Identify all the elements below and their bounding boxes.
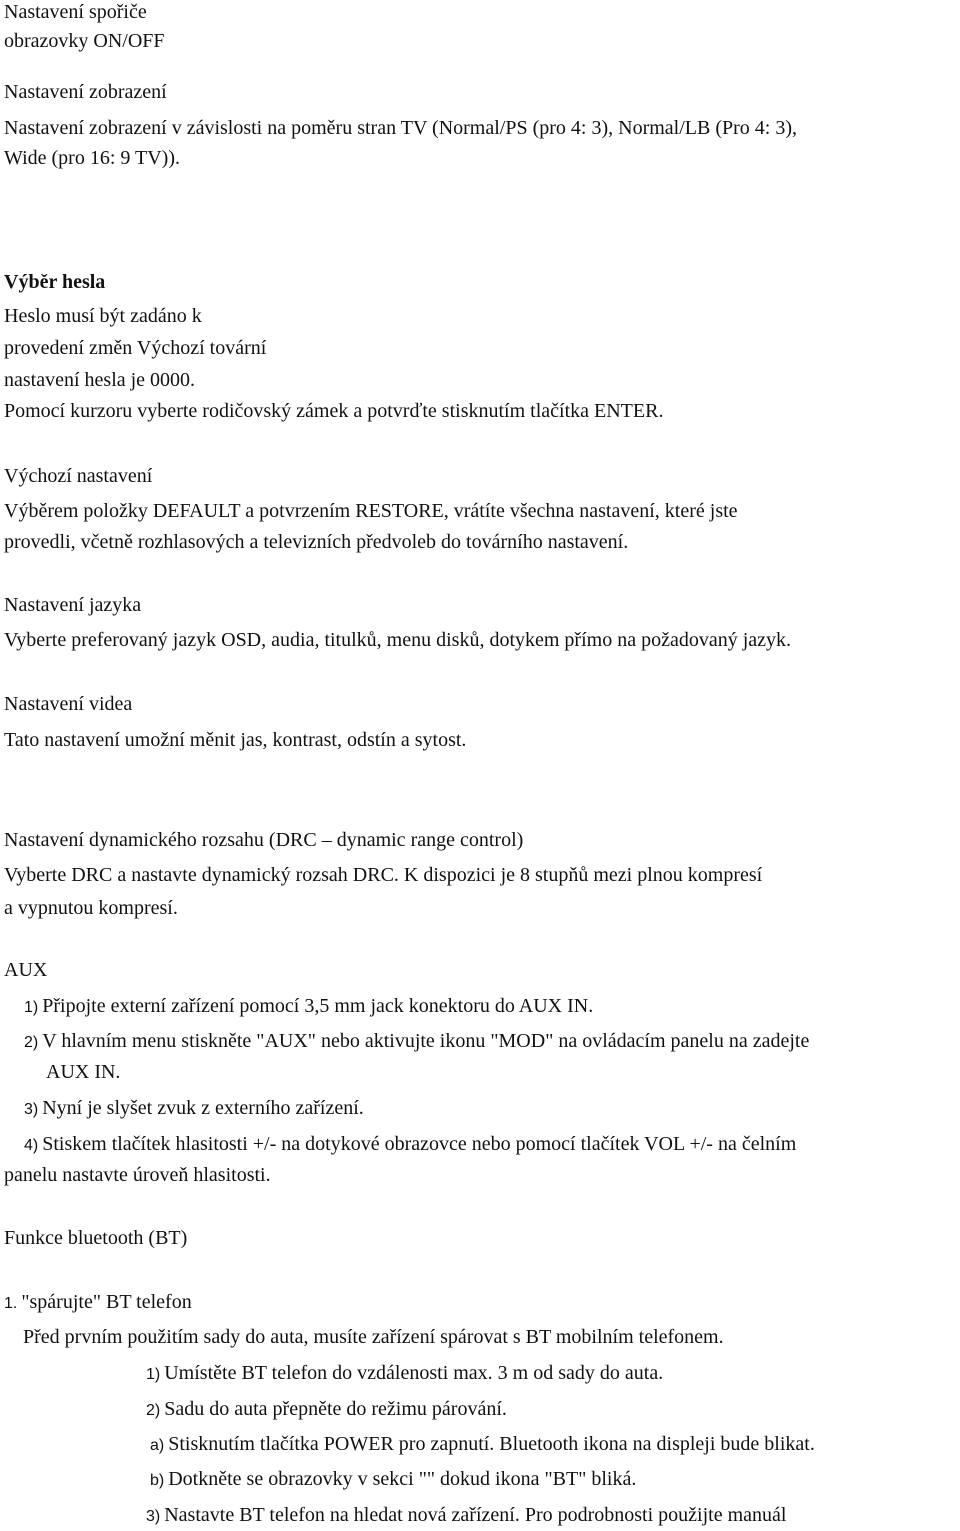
bt-item-text: Dotkněte se obrazovky v sekci "" dokud ikona "BT" bliká. xyxy=(168,1468,637,1490)
aux-item-text: Nyní je slyšet zvuk z externího zařízení. xyxy=(42,1097,364,1119)
aux-heading: AUX xyxy=(4,959,48,981)
bluetooth-list-item xyxy=(146,1503,786,1529)
bt-item-text: Nastavte BT telefon na hledat nová zařízení. Pro podrobnosti použijte manuál xyxy=(164,1504,787,1526)
aux-item-continuation: AUX IN. xyxy=(46,1061,121,1083)
password-text-line4: Pomocí kurzoru vyberte rodičovský zámek a potvrďte stisknutím tlačítka ENTER. xyxy=(4,400,664,422)
display-heading: Nastavení zobrazení xyxy=(4,81,167,103)
password-text-line2: provedení změn Výchozí tovární xyxy=(4,337,267,359)
bluetooth-step-text: "spárujte" BT telefon xyxy=(21,1291,192,1313)
bt-item-number: b) xyxy=(150,1472,165,1489)
bt-item-number: 1) xyxy=(146,1366,161,1383)
drc-text-line2: a vypnutou kompresí. xyxy=(4,897,178,919)
bt-item-number: a) xyxy=(150,1437,165,1454)
aux-item-text: Připojte externí zařízení pomocí 3,5 mm jack konektoru do AUX IN. xyxy=(42,995,594,1017)
aux-list-item xyxy=(24,1132,796,1158)
aux-list-item xyxy=(24,994,593,1020)
bt-item-number: 3) xyxy=(146,1508,161,1525)
aux-item-number: 4) xyxy=(24,1137,39,1154)
bt-item-text: Stisknutím tlačítka POWER pro zapnutí. Bluetooth ikona na displeji bude blikat. xyxy=(168,1433,815,1455)
password-text-line3: nastavení hesla je 0000. xyxy=(4,369,196,391)
language-heading: Nastavení jazyka xyxy=(4,594,142,616)
bluetooth-step-number: 1. xyxy=(4,1295,18,1312)
bt-item-text: Sadu do auta přepněte do režimu párování. xyxy=(164,1398,507,1420)
defaults-heading: Výchozí nastavení xyxy=(4,465,153,487)
aux-item-number: 3) xyxy=(24,1101,39,1118)
video-heading: Nastavení videa xyxy=(4,693,133,715)
password-text-line1: Heslo musí být zadáno k xyxy=(4,305,202,327)
aux-item-continuation: panelu nastavte úroveň hlasitosti. xyxy=(4,1164,271,1186)
defaults-text-line1: Výběrem položky DEFAULT a potvrzením RESTORE, vrátíte všechna nastavení, které jste xyxy=(4,500,738,522)
aux-item-number: 2) xyxy=(24,1034,39,1051)
aux-item-text: V hlavním menu stiskněte "AUX" nebo aktivujte ikonu "MOD" na ovládacím panelu na zadejte xyxy=(42,1030,810,1052)
bluetooth-list-item xyxy=(150,1432,815,1458)
screensaver-heading-line2: obrazovky ON/OFF xyxy=(4,30,165,52)
bluetooth-list-item xyxy=(146,1361,663,1387)
display-text-line1: Nastavení zobrazení v závislosti na poměru stran TV (Normal/PS (pro 4: 3), Normal/LB (Pro 4: 3), xyxy=(4,117,797,139)
aux-item-number: 1) xyxy=(24,999,39,1016)
language-text-line1: Vyberte preferovaný jazyk OSD, audia, titulků, menu disků, dotykem přímo na požadovaný jazyk. xyxy=(4,629,792,651)
bt-item-text: Umístěte BT telefon do vzdálenosti max. 3 m od sady do auta. xyxy=(164,1362,664,1384)
bluetooth-step-title xyxy=(4,1290,192,1316)
aux-item-text: Stiskem tlačítek hlasitosti +/- na dotykové obrazovce nebo pomocí tlačítek VOL +/- na čelním xyxy=(42,1133,797,1155)
display-text-line2: Wide (pro 16: 9 TV)). xyxy=(4,147,181,169)
screensaver-heading-line1: Nastavení spořiče xyxy=(4,1,147,23)
bluetooth-heading: Funkce bluetooth (BT) xyxy=(4,1227,188,1249)
video-text-line1: Tato nastavení umožní měnit jas, kontrast, odstín a sytost. xyxy=(4,729,467,751)
drc-text-line1: Vyberte DRC a nastavte dynamický rozsah DRC. K dispozici je 8 stupňů mezi plnou kompresí xyxy=(4,864,763,886)
bluetooth-list-item xyxy=(150,1467,636,1493)
password-heading: Výběr hesla xyxy=(4,271,106,293)
bluetooth-intro: Před prvním použitím sady do auta, musíte zařízení spárovat s BT mobilním telefonem. xyxy=(23,1326,724,1348)
aux-list-item xyxy=(24,1096,364,1122)
aux-list-item xyxy=(24,1029,809,1055)
bluetooth-list-item xyxy=(146,1397,507,1423)
defaults-text-line2: provedli, včetně rozhlasových a televizních předvoleb do továrního nastavení. xyxy=(4,531,629,553)
drc-heading: Nastavení dynamického rozsahu (DRC – dynamic range control) xyxy=(4,829,524,851)
bt-item-number: 2) xyxy=(146,1402,161,1419)
